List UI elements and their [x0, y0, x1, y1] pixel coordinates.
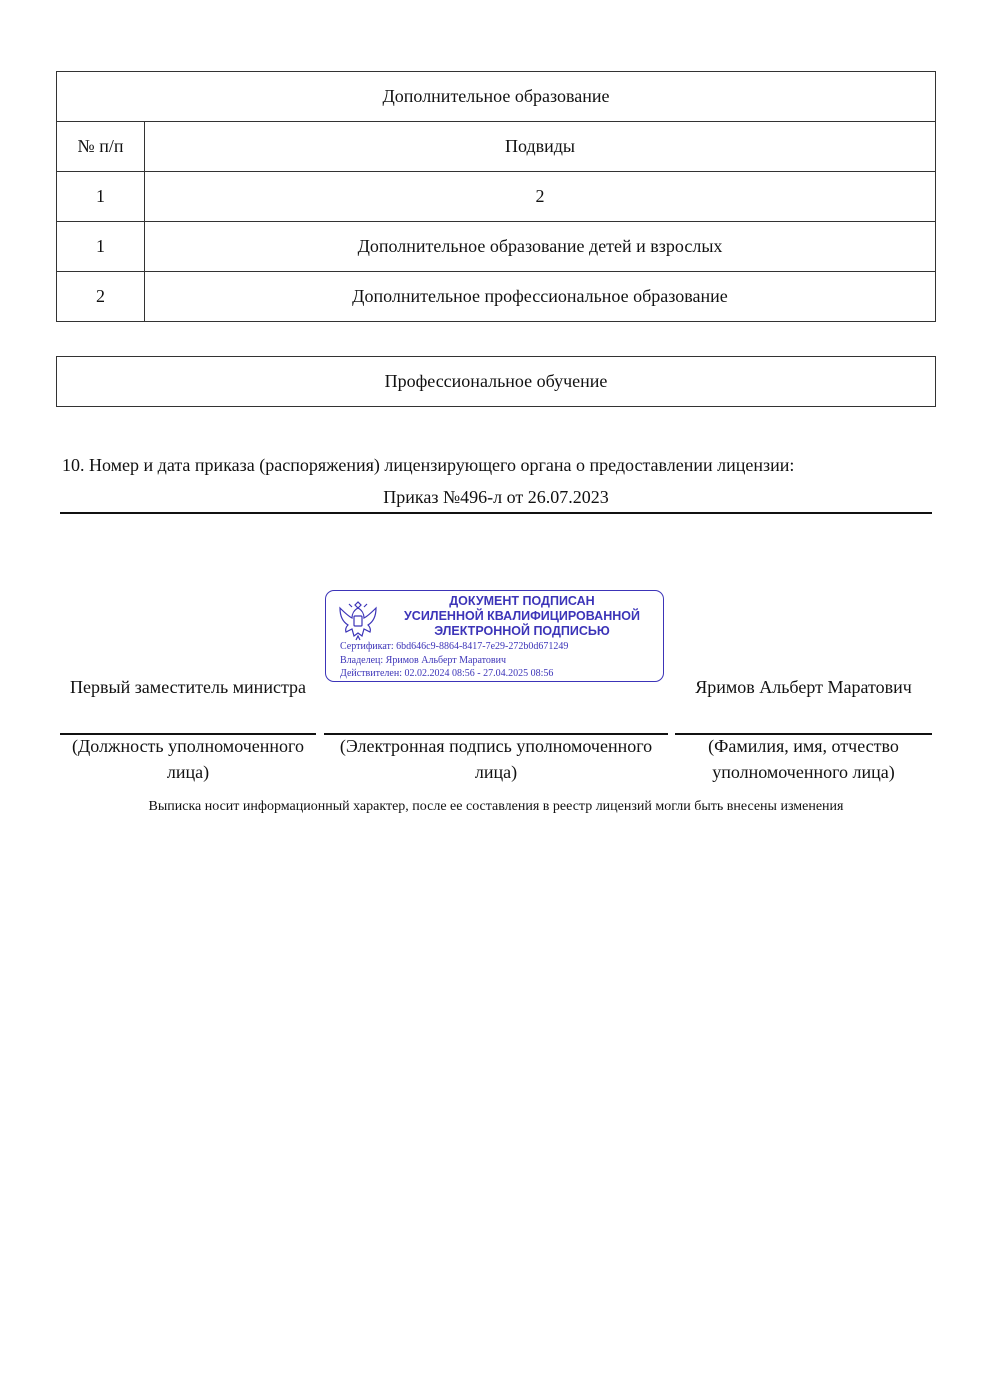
stamp-heading: ДОКУМЕНТ ПОДПИСАН: [449, 594, 595, 608]
table-title: Дополнительное образование: [57, 72, 936, 122]
stamp-certificate: Сертификат: 6bd646c9-8864-8417-7e29-272b0d671249: [340, 641, 569, 652]
order-value: Приказ №496-л от 26.07.2023: [383, 487, 609, 507]
header-number: № п/п: [57, 122, 145, 172]
coat-of-arms-icon: [334, 596, 382, 644]
electronic-signature-stamp: [325, 590, 664, 682]
order-label: 10. Номер и дата приказа (распоряжения) лицензирующего органа о предоставлении лицензии:: [62, 455, 795, 475]
header-row: [57, 122, 936, 172]
table-row: [57, 272, 936, 322]
column-index-row: [57, 172, 936, 222]
header-subtypes: Подвиды: [145, 122, 936, 172]
row-subtype: Дополнительное профессиональное образование: [145, 272, 936, 322]
row-subtype: Дополнительное образование детей и взрослых: [145, 222, 936, 272]
table-row: [57, 222, 936, 272]
professional-training-table: [56, 356, 936, 407]
caption-position: (Должность уполномоченного лица): [72, 736, 304, 782]
stamp-heading: ЭЛЕКТРОННОЙ ПОДПИСЬЮ: [434, 624, 610, 638]
official-name: Яримов Альберт Маратович: [695, 677, 912, 697]
official-position: Первый заместитель министра: [69, 677, 307, 697]
caption-signature: (Электронная подпись уполномоченного лица): [339, 736, 653, 782]
table-title: Профессиональное обучение: [57, 357, 936, 407]
stamp-validity: Действителен: 02.02.2024 08:56 - 27.04.2025 08:56: [340, 668, 554, 679]
footnote: Выписка носит информационный характер, после ее составления в реестр лицензий могли быть внесены изменения: [148, 799, 844, 814]
stamp-heading: УСИЛЕННОЙ КВАЛИФИЦИРОВАННОЙ: [404, 609, 640, 623]
caption-name: (Фамилия, имя, отчество уполномоченного лица): [708, 736, 899, 782]
column-index-cell: 1: [57, 172, 145, 222]
order-underline: [60, 512, 932, 514]
row-number: 2: [57, 272, 145, 322]
row-number: 1: [57, 222, 145, 272]
additional-education-table: [56, 71, 936, 322]
column-index-cell: 2: [145, 172, 936, 222]
stamp-owner: Владелец: Яримов Альберт Маратович: [340, 655, 507, 666]
